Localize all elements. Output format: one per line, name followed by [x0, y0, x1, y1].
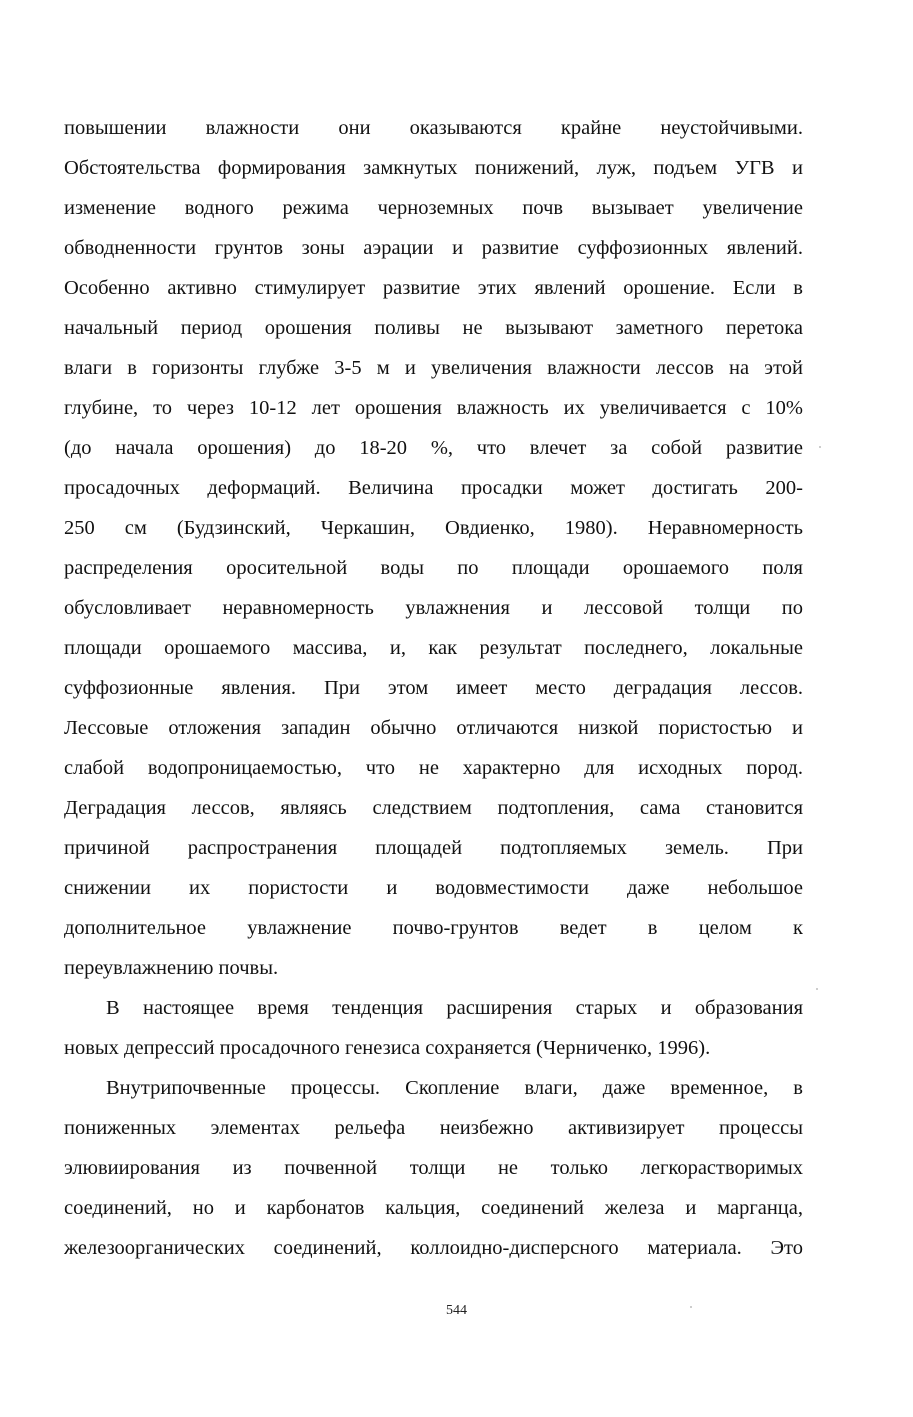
text-line: Обстоятельства формирования замкнутых понижений, луж, подъем УГВ и — [64, 157, 803, 179]
text-line: Внутрипочвенные процессы. Скопление влаги, даже временное, в — [106, 1077, 803, 1099]
text-line: переувлажнению почвы. — [64, 957, 279, 979]
text-line: обводненности грунтов зоны аэрации и развитие суффозионных явлений. — [64, 237, 803, 259]
text-line: соединений, но и карбонатов кальция, соединений железа и марганца, — [64, 1197, 803, 1219]
text-line: слабой водопроницаемостью, что не характерно для исходных пород. — [64, 757, 803, 779]
scan-speck — [819, 446, 821, 448]
text-line: причиной распространения площадей подтопляемых земель. При — [64, 837, 803, 859]
text-line: В настоящее время тенденция расширения старых и образования — [106, 997, 803, 1019]
scan-speck — [690, 1306, 692, 1308]
text-line: глубине, то через 10-12 лет орошения влажность их увеличивается с 10% — [64, 397, 803, 419]
text-line: 250 см (Будзинский, Черкашин, Овдиенко, 1980). Неравномерность — [64, 517, 803, 539]
text-line: Деградация лессов, являясь следствием подтопления, сама становится — [64, 797, 803, 819]
text-line: влаги в горизонты глубже 3-5 м и увеличения влажности лессов на этой — [64, 357, 803, 379]
text-line: Особенно активно стимулирует развитие этих явлений орошение. Если в — [64, 277, 803, 299]
text-line: Лессовые отложения западин обычно отличаются низкой пористостью и — [64, 717, 803, 739]
text-line: железоорганических соединений, коллоидно-дисперсного материала. Это — [64, 1237, 803, 1259]
text-line: начальный период орошения поливы не вызывают заметного перетока — [64, 317, 803, 339]
text-line: (до начала орошения) до 18-20 %, что влечет за собой развитие — [64, 437, 803, 459]
text-line: снижении их пористости и водовместимости даже небольшое — [64, 877, 803, 899]
text-line: пониженных элементах рельефа неизбежно активизирует процессы — [64, 1117, 803, 1139]
text-line: суффозионные явления. При этом имеет место деградация лессов. — [64, 677, 803, 699]
text-line: обусловливает неравномерность увлажнения и лессовой толщи по — [64, 597, 803, 619]
scan-speck — [816, 988, 818, 990]
text-line: повышении влажности они оказываются крайне неустойчивыми. — [64, 117, 803, 139]
text-line: новых депрессий просадочного генезиса сохраняется (Черниченко, 1996). — [64, 1037, 711, 1059]
text-line: распределения оросительной воды по площади орошаемого поля — [64, 557, 803, 579]
page-number: 544 — [446, 1303, 467, 1318]
text-line: просадочных деформаций. Величина просадки может достигать 200- — [64, 477, 803, 499]
text-line: элювиирования из почвенной толщи не только легкорастворимых — [64, 1157, 803, 1179]
text-line: дополнительное увлажнение почво-грунтов ведет в целом к — [64, 917, 803, 939]
text-line: изменение водного режима черноземных почв вызывает увеличение — [64, 197, 803, 219]
text-line: площади орошаемого массива, и, как результат последнего, локальные — [64, 637, 803, 659]
